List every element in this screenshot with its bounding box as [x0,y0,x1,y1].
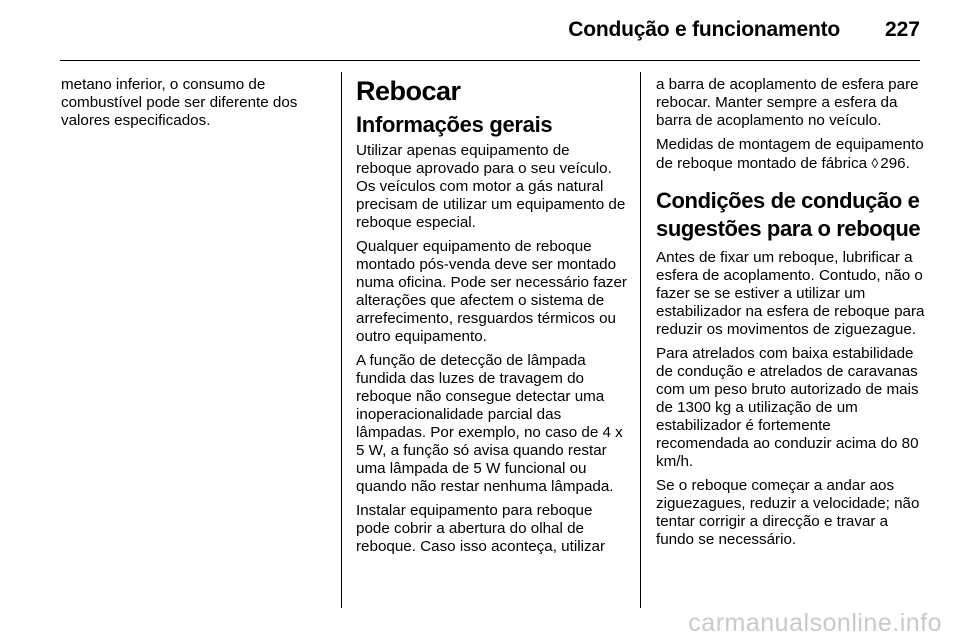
watermark: carmanualsonline.info [688,609,942,637]
section-heading: Rebocar [356,76,461,106]
paragraph-text: Medidas de montagem de equipamento de reboque montado de fábrica [656,136,924,172]
paragraph [656,136,926,173]
paragraph: A função de detecção de lâmpada fundida das luzes de travagem do reboque não consegue detectar uma inoperacionalidade parcial das lâmpadas. Por exemplo, no caso de 4 x 5 W, a função só avisa quando restar uma lâmpada de 5 W funcional ou quando não restar nenhuma lâmpada. [356,352,623,495]
paragraph: Utilizar apenas equipamento de reboque aprovado para o seu veículo. Os veículos com motor a gás natural precisam de utilizar um equipamento de reboque especial. [356,142,626,231]
column-divider [341,72,342,608]
page-reference-link[interactable]: 296. [880,155,910,172]
paragraph: Instalar equipamento para reboque pode cobrir a abertura do olhal de reboque. Caso isso aconteça, utilizar [356,502,606,555]
subsection-heading: Condições de condução e sugestões para o reboque [656,188,921,241]
page-header [0,14,960,50]
column-middle [356,76,628,562]
paragraph: Se o reboque começar a andar aos ziguezagues, reduzir a velocidade; não tentar corrigir a direcção e travar a fundo se necessário. [656,477,920,548]
chapter-title: Condução e funcionamento [568,18,840,41]
column-left [61,76,329,136]
page-number: 227 [884,18,920,41]
header-divider [60,60,920,61]
column-divider [640,72,641,608]
column-right [656,76,926,555]
paragraph: Qualquer equipamento de reboque montado pós-venda deve ser montado numa oficina. Pode ser necessário fazer alterações que afectem o sistema de arrefecimento, resguardos térmicos ou outro equipamento. [356,238,627,345]
paragraph: a barra de acoplamento de esfera pare rebocar. Manter sempre a esfera da barra de acoplamento no veículo. [656,76,919,129]
page-reference-arrow-icon: ◊ [871,155,879,171]
paragraph: Antes de fixar um reboque, lubrificar a esfera de acoplamento. Contudo, não o fazer se se estiver a utilizar um estabilizador na esfera de reboque para reduzir os movimentos de ziguezague. [656,249,925,338]
paragraph: metano inferior, o consumo de combustível pode ser diferente dos valores especificados. [61,76,298,129]
subsection-heading: Informações gerais [356,112,553,137]
paragraph: Para atrelados com baixa estabilidade de condução e atrelados de caravanas com um peso bruto autorizado de mais de 1300 kg a utilização de um estabilizador é fortemente recomendada ao conduzir acima do 80 km/h. [656,345,919,470]
